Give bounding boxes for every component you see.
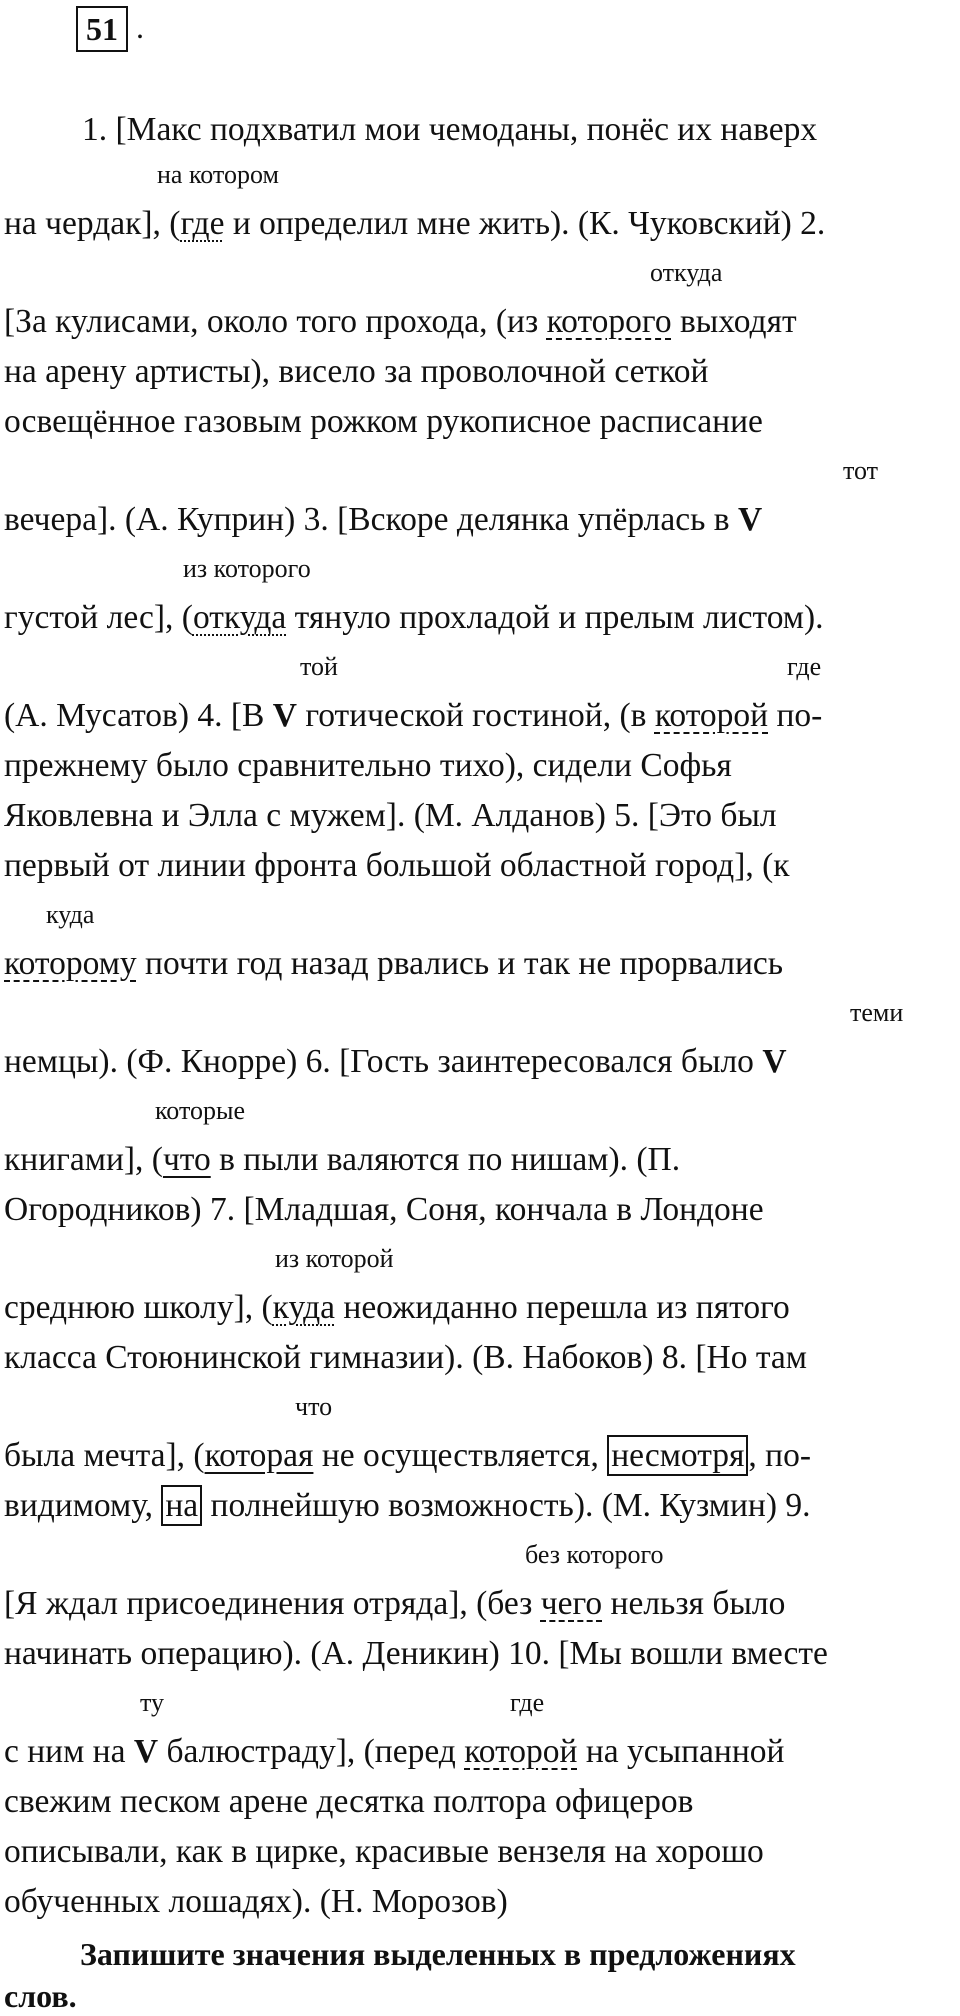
exercise-number-dot: . xyxy=(136,9,144,45)
highlighted-word: чего xyxy=(540,1585,603,1622)
text-line xyxy=(4,204,956,244)
text-segment: почти год назад рвались и так не прорвались xyxy=(136,945,784,982)
sentence-scheme-marker: V xyxy=(737,501,763,538)
text-segment: 1. [Макс подхватил мои чемоданы, понёс их наверх xyxy=(82,111,818,148)
text-segment: густой лес], ( xyxy=(4,599,193,636)
text-line xyxy=(4,1486,956,1526)
text-line xyxy=(4,1584,956,1624)
replacement-note: где xyxy=(787,652,822,681)
text-line xyxy=(4,944,956,984)
highlighted-word: которая xyxy=(204,1437,314,1474)
text-segment: прежнему было сравнительно тихо), сидели Софья xyxy=(4,747,732,784)
text-line xyxy=(4,1436,956,1476)
text-segment: начинать операцию). (А. Деникин) 10. [Мы вошли вместе xyxy=(4,1635,828,1672)
text-segment: неожиданно перешла из пятого xyxy=(335,1289,790,1326)
text-segment: готической гостиной, (в xyxy=(296,697,655,734)
text-segment: среднюю школу], ( xyxy=(4,1289,273,1326)
text-segment: на арену артисты), висело за проволочной сеткой xyxy=(4,353,709,390)
text-segment: [За кулисами, около того прохода, (из xyxy=(4,303,547,340)
task-instruction-line-2: слов. xyxy=(4,1978,77,2014)
highlighted-word: откуда xyxy=(192,599,287,636)
replacement-note: откуда xyxy=(650,258,723,287)
text-segment: по- xyxy=(768,697,823,734)
text-segment: описывали, как в цирке, красивые вензеля на хорошо xyxy=(4,1833,764,1870)
text-segment: балюстраду], (перед xyxy=(158,1733,465,1770)
text-line xyxy=(4,1832,956,1872)
text-segment: первый от линии фронта большой областной город], (к xyxy=(4,847,790,884)
highlighted-word: что xyxy=(162,1141,211,1178)
text-line xyxy=(4,746,956,786)
text-segment: Яковлевна и Элла с мужем]. (М. Алданов) 5. [Это был xyxy=(4,797,777,834)
text-line xyxy=(4,1042,956,1082)
highlighted-word: которому xyxy=(4,945,137,982)
text-line xyxy=(4,598,956,638)
replacement-note: теми xyxy=(850,998,904,1027)
replacement-note: на котором xyxy=(157,160,279,189)
text-segment: тянуло прохладой и прелым листом). xyxy=(286,599,824,636)
highlighted-word: которого xyxy=(546,303,672,340)
highlighted-word: которой xyxy=(464,1733,578,1770)
text-line xyxy=(4,1288,956,1328)
text-segment: Огородников) 7. [Младшая, Соня, кончала в Лондоне xyxy=(4,1191,764,1228)
replacement-note: без которого xyxy=(525,1540,664,1569)
text-line xyxy=(4,302,956,342)
text-segment: выходят xyxy=(671,303,797,340)
text-line xyxy=(4,1634,956,1674)
text-segment: освещённое газовым рожком рукописное расписание xyxy=(4,403,763,440)
text-line xyxy=(4,1782,956,1822)
text-line xyxy=(4,402,956,442)
text-line xyxy=(4,352,956,392)
highlighted-word: где xyxy=(180,205,225,242)
text-line xyxy=(4,1338,956,1378)
boxed-word: на xyxy=(161,1485,202,1526)
replacement-note: из которой xyxy=(275,1244,394,1273)
replacement-note: тот xyxy=(843,456,879,485)
sentence-scheme-marker: V xyxy=(272,697,297,734)
replacement-note: которые xyxy=(155,1096,245,1125)
text-segment: [Я ждал присоединения отряда], (без xyxy=(4,1585,541,1622)
replacement-note: ту xyxy=(140,1688,165,1717)
text-segment: полнейшую возможность). (М. Кузмин) 9. xyxy=(202,1487,811,1524)
replacement-note: куда xyxy=(46,900,95,929)
task-instruction-line-1: Запишите значения выделенных в предложениях xyxy=(80,1936,796,1972)
highlighted-word: куда xyxy=(272,1289,336,1326)
text-line xyxy=(4,696,956,736)
highlighted-word: которой xyxy=(654,697,769,734)
text-segment: на чердак], ( xyxy=(4,205,181,242)
text-segment: вечера]. (А. Куприн) 3. [Вскоре делянка упёрлась в xyxy=(4,501,738,538)
text-segment: с ним на xyxy=(4,1733,134,1770)
text-segment: (А. Мусатов) 4. [В xyxy=(4,697,273,734)
text-line xyxy=(4,1190,956,1230)
text-segment: класса Стоюнинской гимназии). (В. Набоков) 8. [Но там xyxy=(4,1339,807,1376)
replacement-note: из которого xyxy=(183,554,311,583)
replacement-note: что xyxy=(295,1392,333,1421)
text-line xyxy=(4,1732,956,1772)
text-segment: на усыпанной xyxy=(577,1733,785,1770)
text-line xyxy=(4,1882,956,1922)
text-segment: немцы). (Ф. Кнорре) 6. [Гость заинтересовался было xyxy=(4,1043,763,1080)
text-segment: не осуществляется, xyxy=(313,1437,608,1474)
text-line xyxy=(4,846,956,886)
text-segment: обученных лошадях). (Н. Морозов) xyxy=(4,1883,508,1920)
text-segment: и определил мне жить). (К. Чуковский) 2. xyxy=(224,205,826,242)
text-line xyxy=(4,1140,956,1180)
text-segment: свежим песком арене десятка полтора офицеров xyxy=(4,1783,694,1820)
text-segment: книгами], ( xyxy=(4,1141,163,1178)
text-segment: , по- xyxy=(748,1437,812,1474)
text-line xyxy=(4,796,956,836)
text-line xyxy=(82,110,960,150)
exercise-number: 51 xyxy=(76,6,128,52)
text-segment: была мечта], ( xyxy=(4,1437,205,1474)
replacement-note: где xyxy=(510,1688,545,1717)
text-line xyxy=(4,500,956,540)
text-segment: нельзя было xyxy=(602,1585,786,1622)
sentence-scheme-marker: V xyxy=(762,1043,787,1080)
text-segment: в пыли валяются по нишам). (П. xyxy=(210,1141,681,1178)
sentence-scheme-marker: V xyxy=(133,1733,159,1770)
replacement-note: той xyxy=(300,652,338,681)
text-segment: видимому, xyxy=(4,1487,162,1524)
boxed-word: несмотря xyxy=(607,1435,748,1476)
